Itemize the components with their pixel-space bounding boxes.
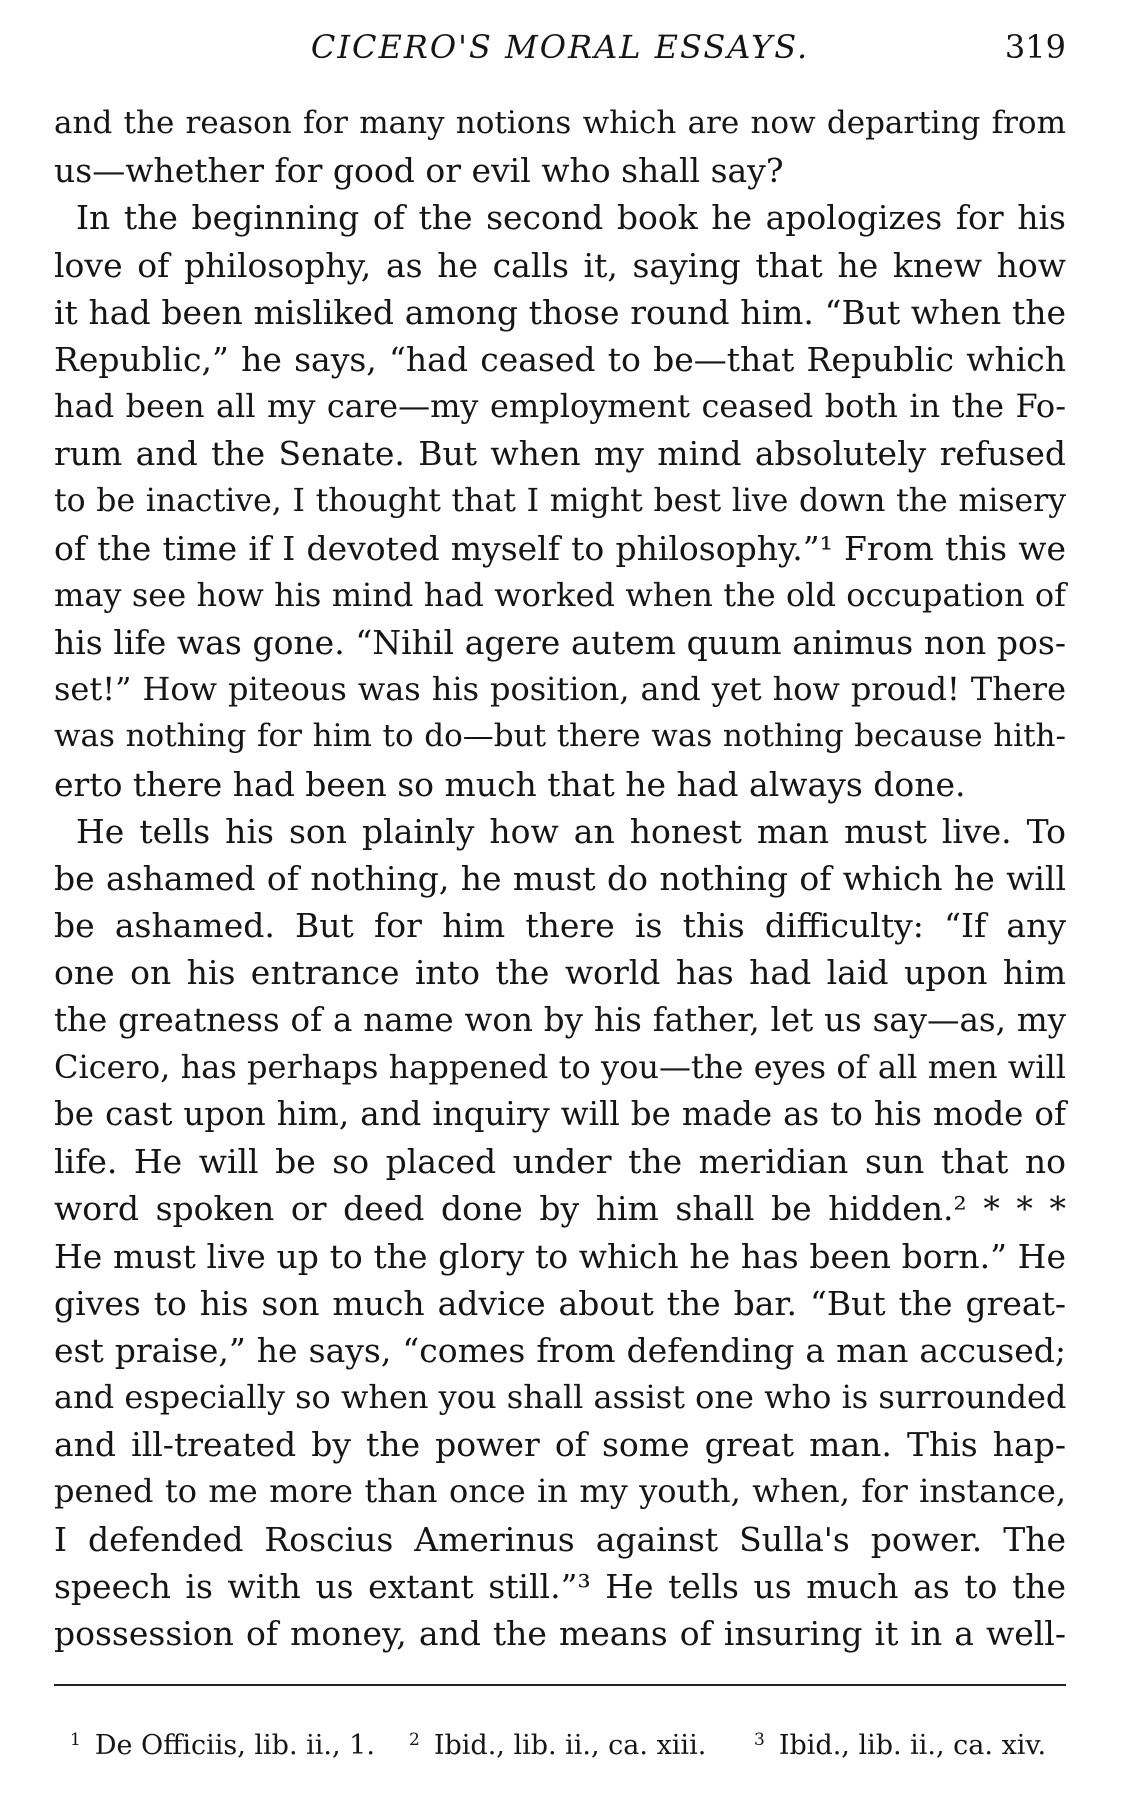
text-line: was nothing for him to do—but there was nothing because hith- xyxy=(54,718,1066,755)
text-line: pened to me more than once in my youth, when, for instance, xyxy=(54,1472,1066,1511)
text-line: possession of money, and the means of insuring it in a well- xyxy=(54,1614,1066,1653)
text-line: and the reason for many notions which are now departing from xyxy=(54,105,1066,141)
text-line: est praise,” he says, “comes from defending a man accused; xyxy=(54,1330,1066,1370)
footnote-1 xyxy=(70,1730,375,1761)
text-line: life. He will be so placed under the meridian sun that no xyxy=(54,1142,1066,1182)
body-text xyxy=(54,100,1066,1657)
text-line: I defended Roscius Amerinus against Sulla's power. The xyxy=(54,1519,1066,1559)
running-head xyxy=(54,28,1066,72)
footnotes xyxy=(54,1730,1066,1774)
running-title: CICERO'S MORAL ESSAYS. xyxy=(310,28,810,66)
text-line: us—whether for good or evil who shall say? xyxy=(54,151,784,191)
text-line: had been all my care—my employment ceased both in the Fo- xyxy=(54,387,1066,426)
text-line: one on his entrance into the world has had laid upon him xyxy=(54,953,1066,993)
text-line: be ashamed of nothing, he must do nothing of which he will xyxy=(54,859,1066,898)
text-line: speech is with us extant still.”³ He tells us much as to the xyxy=(54,1566,1066,1606)
text-line: be cast upon him, and inquiry will be made as to his mode of xyxy=(54,1094,1066,1133)
text-line: Cicero, has perhaps happened to you—the eyes of all men will xyxy=(54,1047,1066,1086)
text-line: to be inactive, I thought that I might best live down the misery xyxy=(54,482,1066,519)
text-line: Republic,” he says, “had ceased to be—that Republic which xyxy=(54,339,1066,379)
footnote-mark: 3 xyxy=(754,1730,765,1750)
page-number: 319 xyxy=(1004,28,1066,66)
text-line: He must live up to the glory to which he has been born.” He xyxy=(54,1236,1066,1276)
text-line: his life was gone. “Nihil agere autem quum animus non pos- xyxy=(54,623,1066,663)
text-line: He tells his son plainly how an honest man must live. To xyxy=(76,811,1066,851)
footnote-text: Ibid., lib. ii., ca. xiii. xyxy=(433,1730,707,1761)
text-line: gives to his son much advice about the bar. “But the great- xyxy=(54,1283,1066,1323)
text-line: of the time if I devoted myself to philosophy.”¹ From this we xyxy=(54,528,1066,568)
footnote-mark: 1 xyxy=(70,1730,81,1750)
footnote-mark: 2 xyxy=(409,1730,420,1750)
footnote-text: Ibid., lib. ii., ca. xiv. xyxy=(778,1730,1047,1761)
footnote-2 xyxy=(409,1730,706,1761)
footnote-3 xyxy=(754,1730,1046,1761)
text-line: may see how his mind had worked when the old occupation of xyxy=(54,575,1066,614)
text-line: it had been misliked among those round him. “But when the xyxy=(54,292,1066,332)
footnote-text: De Officiis, lib. ii., 1. xyxy=(94,1730,375,1761)
text-line: the greatness of a name won by his father, let us say—as, my xyxy=(54,1000,1066,1039)
text-line: rum and the Senate. But when my mind absolutely refused xyxy=(54,434,1066,474)
text-line: love of philosophy, as he calls it, saying that he knew how xyxy=(54,245,1066,285)
text-line: set!” How piteous was his position, and yet how proud! There xyxy=(54,670,1066,709)
text-line: In the beginning of the second book he apologizes for his xyxy=(76,198,1066,238)
text-line: and especially so when you shall assist one who is surrounded xyxy=(54,1378,1067,1417)
text-line: word spoken or deed done by him shall be hidden.² * * * xyxy=(54,1189,1066,1229)
text-line: and ill-treated by the power of some great man. This hap- xyxy=(54,1425,1066,1465)
text-line: erto there had been so much that he had always done. xyxy=(54,764,966,804)
footnote-divider xyxy=(54,1684,1066,1686)
text-line: be ashamed. But for him there is this difficulty: “If any xyxy=(54,906,1066,946)
